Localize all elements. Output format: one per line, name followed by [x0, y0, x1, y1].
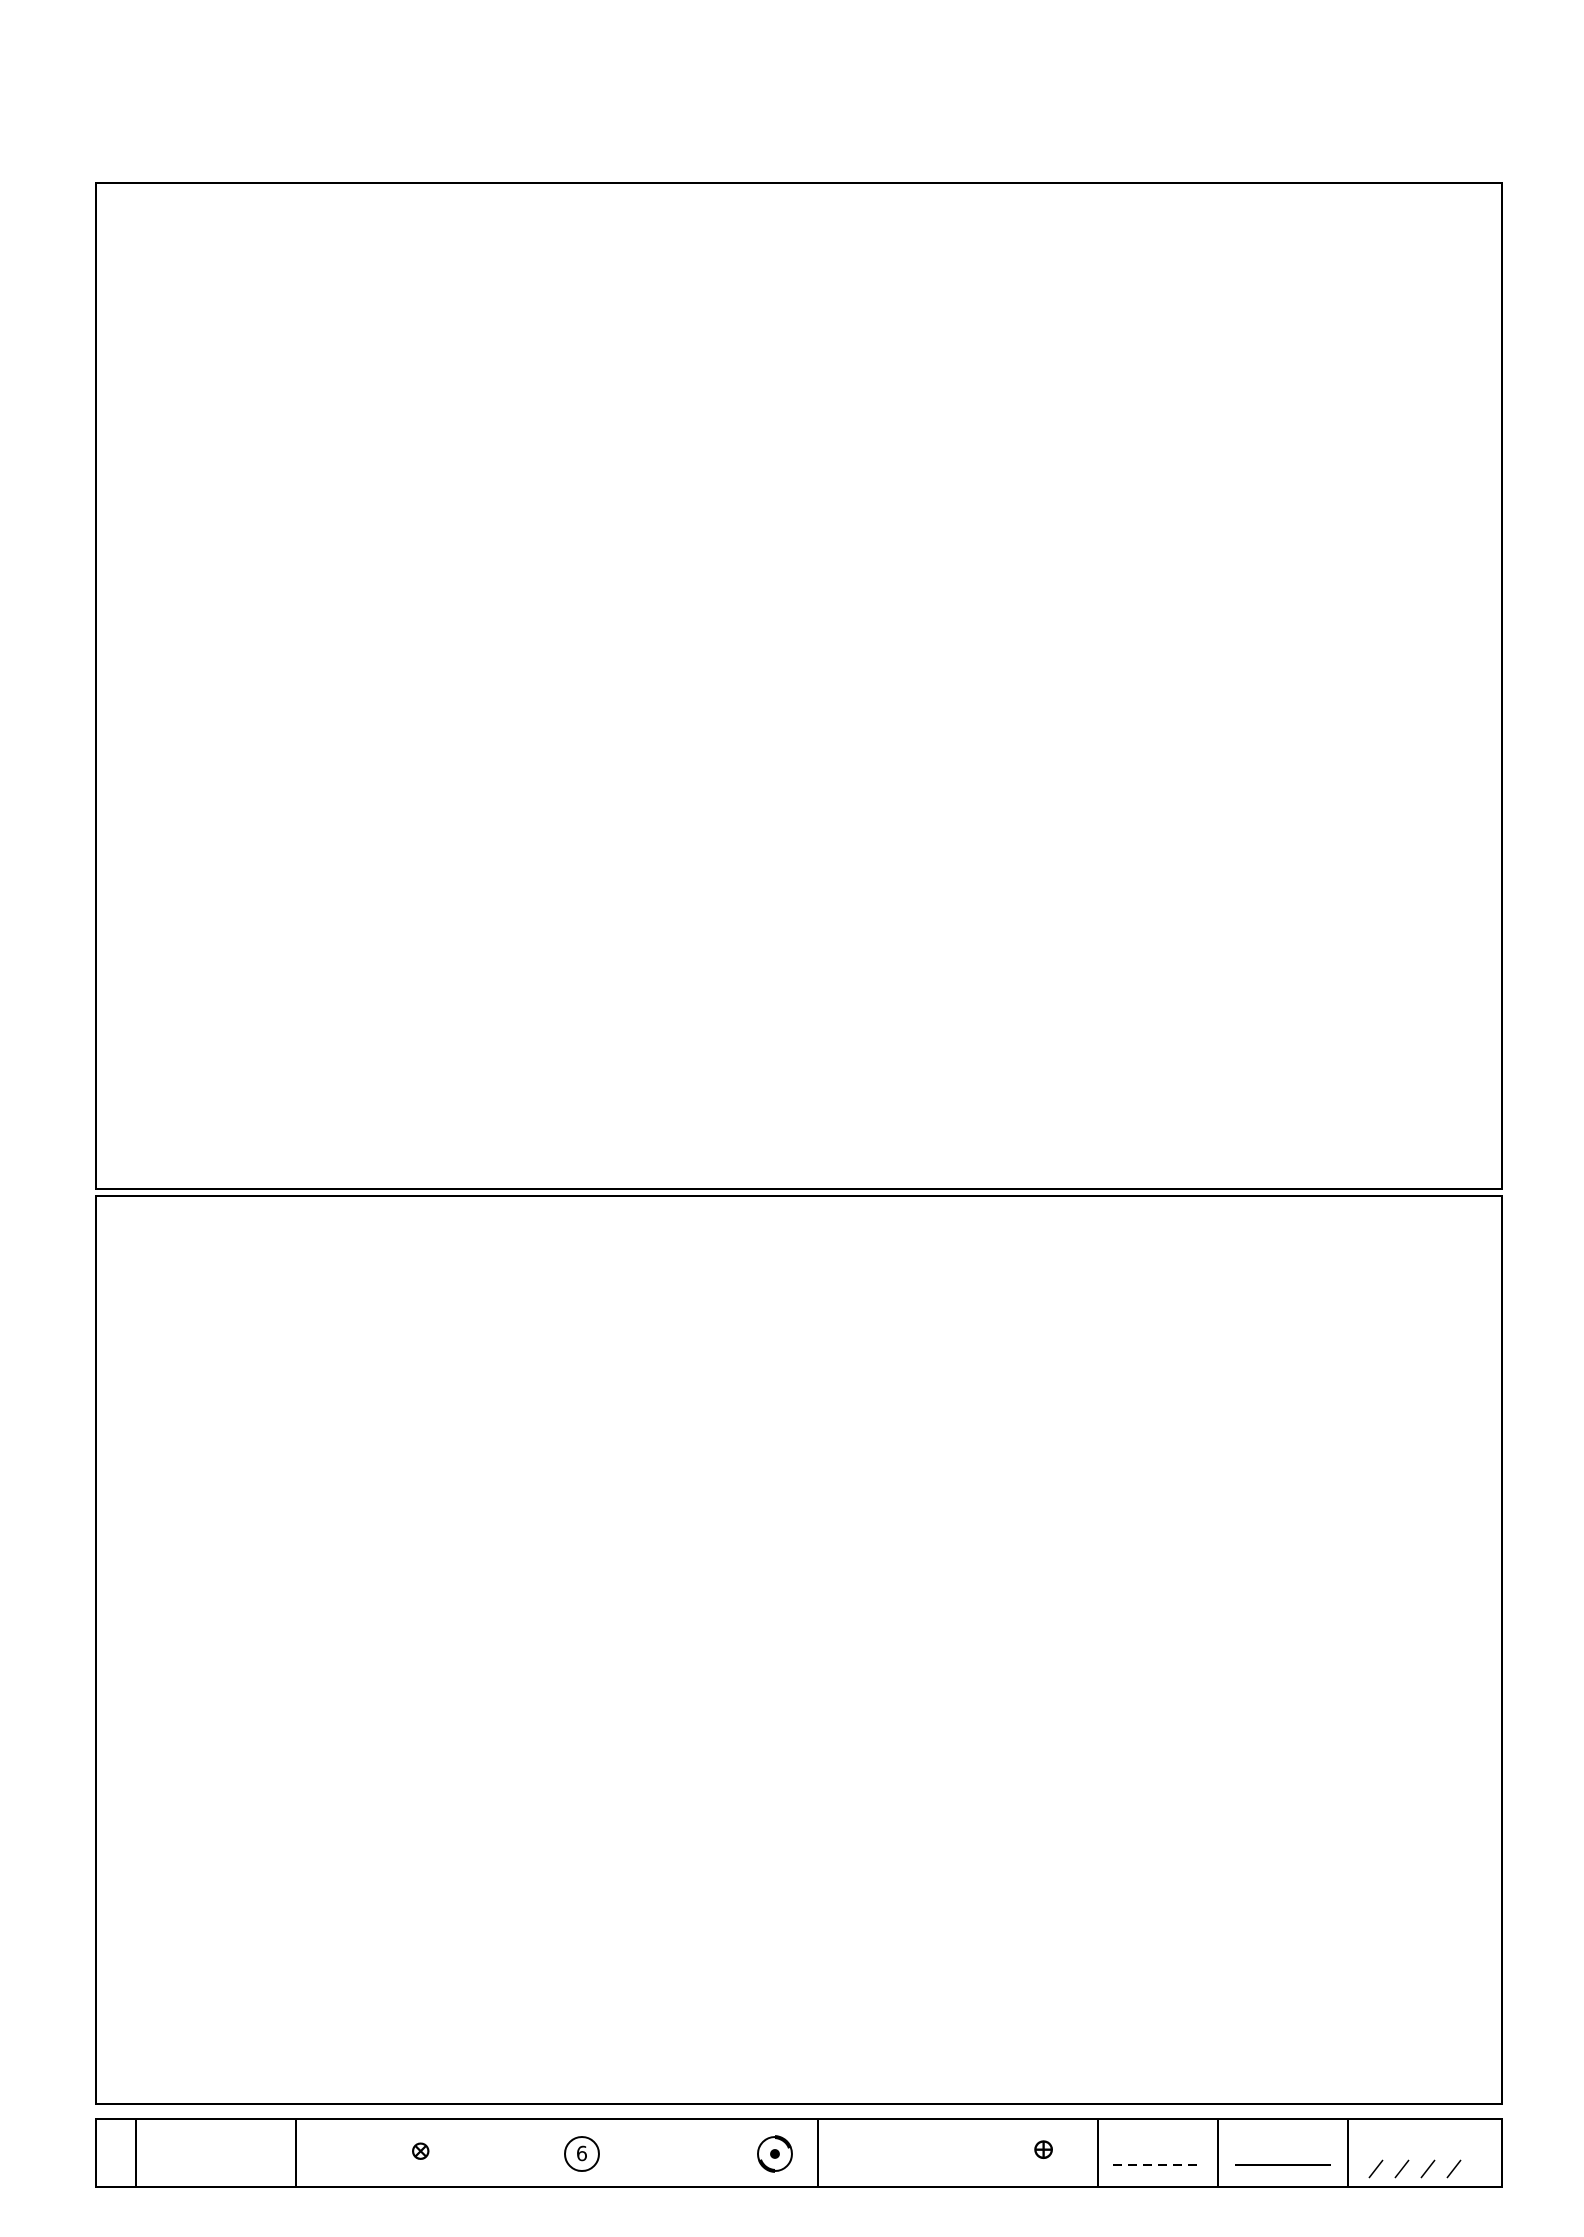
forecast-center-icon: ⊕: [1031, 2132, 1057, 2167]
mild-typhoon-icon: [562, 2134, 602, 2174]
warning-text-box: [95, 182, 1503, 1190]
legend-warning-area: [1349, 2120, 1501, 2186]
svg-text:6: 6: [575, 2142, 589, 2166]
legend-label: [97, 2120, 137, 2186]
map-svg: [97, 1197, 1501, 2103]
legend-forecast-track: [1099, 2120, 1219, 2186]
solid-line-icon: [1235, 2160, 1331, 2170]
tropical-depression-icon: ⊗: [409, 2134, 433, 2167]
legend-past-track: [1219, 2120, 1349, 2186]
hatch-icon: [1365, 2156, 1475, 2180]
legend-current: [137, 2120, 297, 2186]
typhoon-map: [95, 1195, 1503, 2105]
legend: [95, 2118, 1503, 2188]
strong-typhoon-icon: [755, 2134, 795, 2174]
legend-forecast: [817, 2120, 1099, 2186]
dashed-line-icon: [1113, 2160, 1203, 2170]
